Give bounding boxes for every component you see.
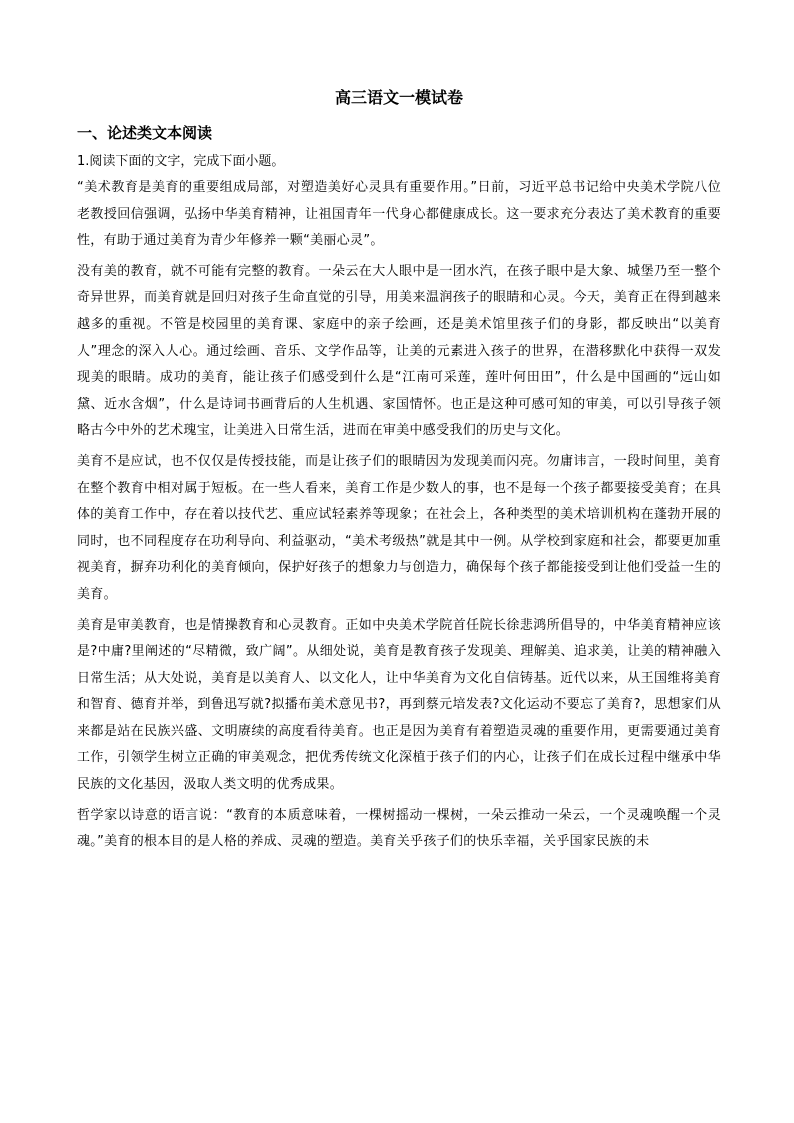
paragraph-3: 美育不是应试，也不仅仅是传授技能，而是让孩子们的眼睛因为发现美而闪亮。勿庸讳言，一段时间里，美育在整个教育中相对属于短板。在一些人看来，美育工作是少数人的事，也不是每一个孩子都要接受美育；在具体的美育工作中，存在着以技代艺、重应试轻素养等现象；在社会上，各种类型的美术培训机构在蓬勃开展的同时，也不同程度存在功利导向、利益驱动，“美术考级热”就是其中一例。从学校到家庭和社会，都要更加重视美育，摒弃功利化的美育倾向，保护好孩子的想象力与创造力，确保每个孩子都能接受到让他们受益一生的美育。 bbox=[77, 453, 721, 602]
section-heading: 一、论述类文本阅读 bbox=[77, 124, 213, 142]
page-title: 高三语文一模试卷 bbox=[334, 88, 463, 107]
question-prompt: 1.阅读下面的文字，完成下面小题。 bbox=[77, 154, 285, 169]
paragraph-1: “美术教育是美育的重要组成局部，对塑造美好心灵具有重要作用。”日前，习近平总书记给中央美术学院八位老教授回信强调，弘扬中华美育精神，让祖国青年一代身心都健康成长。这一要求充分表达了美术教育的重要性，有助于通过美育为青少年修养一颗“美丽心灵”。 bbox=[77, 180, 721, 249]
paragraph-2: 没有美的教育，就不可能有完整的教育。一朵云在大人眼中是一团水汽，在孩子眼中是大象、城堡乃至一整个奇异世界，而美育就是回归对孩子生命直觉的引导，用美来温润孩子的眼睛和心灵。今天，美育正在得到越来越多的重视。不管是校园里的美育课、家庭中的亲子绘画，还是美术馆里孩子们的身影，都反映出“以美育人”理念的深入人心。通过绘画、音乐、文学作品等，让美的元素进入孩子的世界，在潜移默化中获得一双发现美的眼睛。成功的美育，能让孩子们感受到什么是“江南可采莲，莲叶何田田”，什么是中国画的“远山如黛、近水含烟”，什么是诗词书画背后的人生机遇、家国情怀。也正是这种可感可知的审美，可以引导孩子领略古今中外的艺术瑰宝，让美进入日常生活，进而在审美中感受我们的历史与文化。 bbox=[77, 263, 721, 439]
paragraph-4: 美育是审美教育，也是情操教育和心灵教育。正如中央美术学院首任院长徐悲鸿所倡导的，中华美育精神应该是?中庸?里阐述的“尽精微，致广阔”。从细处说，美育是教育孩子发现美、理解美、追求美，让美的精神融入日常生活；从大处说，美育是以美育人、以文化人，让中华美育为文化自信铸基。近代以来，从王国维将美育和智育、德育并举，到鲁迅写就?拟播布美术意见书?，再到蔡元培发表?文化运动不要忘了美育?，思想家们从来都是站在民族兴盛、文明赓续的高度看待美育。也正是因为美育有着塑造灵魂的重要作用，更需要通过美育工作，引领学生树立正确的审美观念，把优秀传统文化深植于孩子们的内心，让孩子们在成长过程中继承中华民族的文化基因，汲取人类文明的优秀成果。 bbox=[77, 617, 721, 793]
paragraph-5: 哲学家以诗意的语言说：“教育的本质意味着，一棵树摇动一棵树，一朵云推动一朵云，一个灵魂唤醒一个灵魂。”美育的根本目的是人格的养成、灵魂的塑造。美育关乎孩子们的快乐幸福，关乎国家民族的未 bbox=[77, 807, 721, 850]
